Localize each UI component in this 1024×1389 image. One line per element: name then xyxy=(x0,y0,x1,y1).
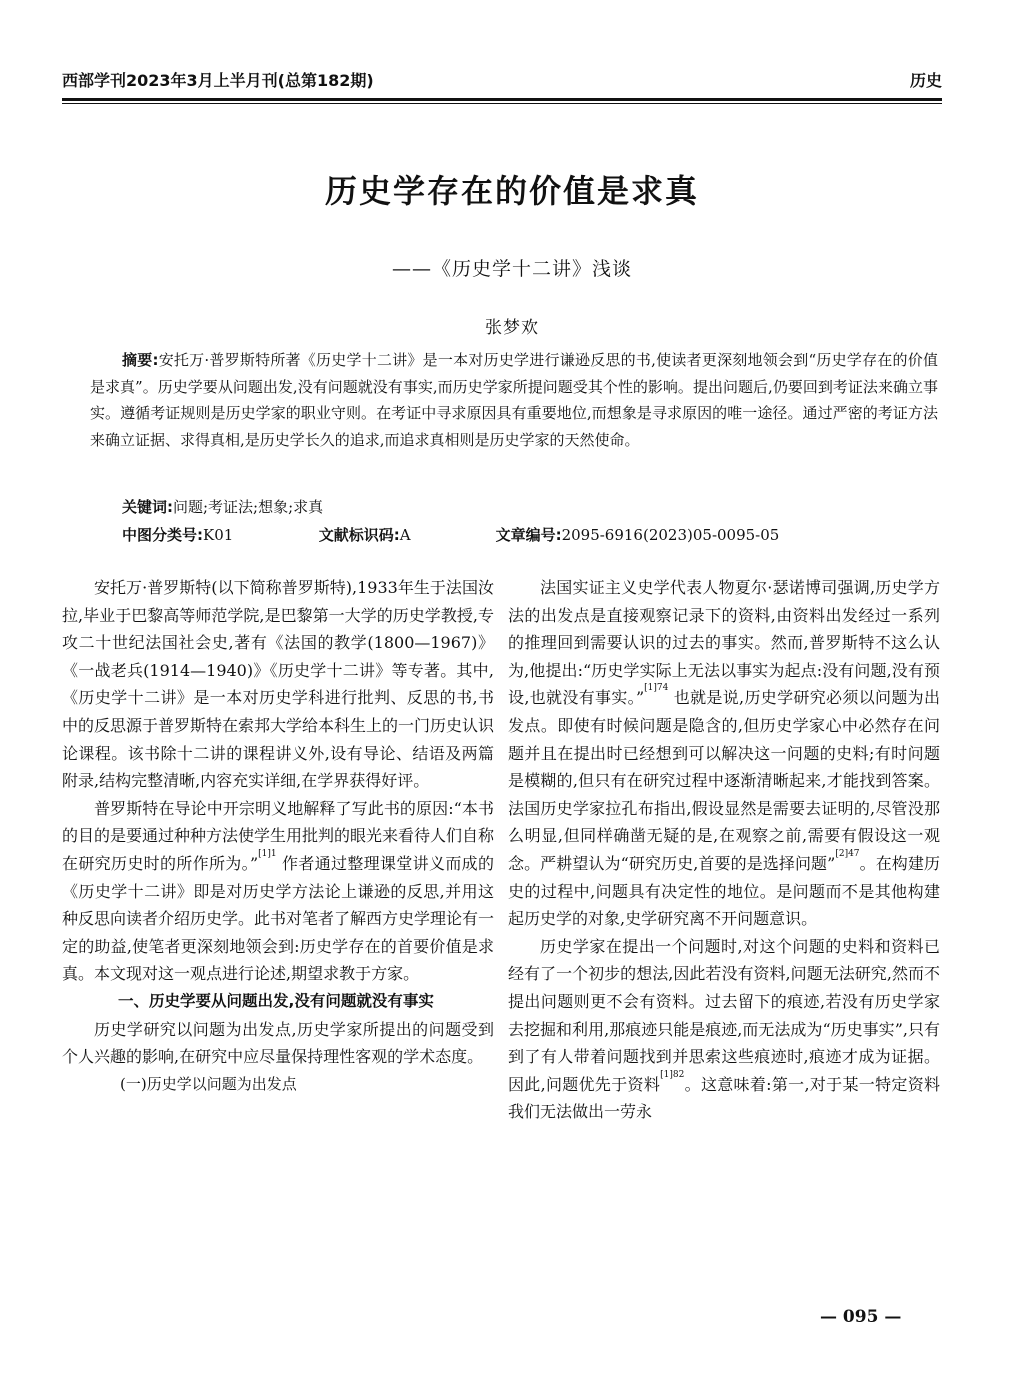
header-rule-thin xyxy=(62,103,942,104)
author-name: 张梦欢 xyxy=(485,318,539,338)
section-heading: 一、历史学要从问题出发,没有问题就没有事实 xyxy=(118,991,434,1010)
citation-ref: [2]47 xyxy=(835,848,860,859)
keywords xyxy=(122,495,323,519)
document-code: 文献标识码:A xyxy=(318,526,411,544)
article-title: 历史学存在的价值是求真 xyxy=(324,172,699,210)
abstract-text: 安托万·普罗斯特所著《历史学十二讲》是一本对历史学进行谦逊反思的书,使读者更深刻地领会到“历史学存在的价值是求真”。历史学要从问题出发,没有问题就没有事实,而历史学家所提问题受其个性的影响。提出问题后,仍要回到考证法来确立事实。遵循考证规则是历史学家的职业守则。在考证中寻求原因具有重要地位,而想象是寻求原因的唯一途径。通过严密的考证方法来确立证据、求得真相,是历史学长久的追求,而追求真相则是历史学家的天然使命。 xyxy=(90,351,938,449)
body-column-right xyxy=(508,574,940,1126)
classification-line xyxy=(122,523,938,547)
article-number: 文章编号:2095-6916(2023)05-0095-05 xyxy=(495,526,780,544)
body-column-left xyxy=(62,574,494,1098)
clc-code: 中图分类号:K01 xyxy=(122,526,234,544)
paragraph: 普罗斯特在导论中开宗明义地解释了写此书的原因:“本书的目的是要通过种种方法使学生用批判的眼光来看待人们自称在研究历史时的所作所为。”$^{[1]1}$ 作者通过整理课堂讲义而成的《历史学十二讲》即是对历史学方法论上谦逊的反思,并用这种反思向读者介绍历史学。此书对笔者了解西方史学理论有一定的助益,使笔者更深刻地领会到:历史学存在的首要价值是求真。本文现对这一观点进行论述,期望求教于方家。 xyxy=(62,798,495,984)
article-subtitle: ——《历史学十二讲》浅谈 xyxy=(391,258,632,280)
subsection-heading: (一)历史学以问题为出发点 xyxy=(120,1074,297,1093)
paragraph: 历史学家在提出一个问题时,对这个问题的史料和资料已经有了一个初步的想法,因此若没有资料,问题无法研究,然而不提出问题则更不会有资料。过去留下的痕迹,若没有历史学家去挖掘和利用,那痕迹只能是痕迹,而无法成为“历史事实”,只有到了有人带着问题找到并思索这些痕迹时,痕迹才成为证据。因此,问题优先于资料$^{[1]82}$。这意味着:第一,对于某一特定资料我们无法做出一劳永 xyxy=(508,936,940,1122)
paragraph: 安托万·普罗斯特(以下简称普罗斯特),1933年生于法国汝拉,毕业于巴黎高等师范学院,是巴黎第一大学的历史学教授,专攻二十世纪法国社会史,著有《法国的教学(1800—1967)》《一战老兵(1914—1940)》《历史学十二讲》等专著。其中,《历史学十二讲》是一本对历史学科进行批判、反思的书,书中的反思源于普罗斯特在索邦大学给本科生上的一门历史认识论课程。该书除十二讲的课程讲义外,设有导论、结语及两篇附录,结构完整清晰,内容充实详细,在学界获得好评。 xyxy=(62,578,495,791)
citation-ref: [1]1 xyxy=(258,848,277,859)
abstract xyxy=(90,347,938,453)
abstract-label: 摘要: xyxy=(122,351,159,369)
paragraph: 法国实证主义史学代表人物夏尔·瑟诺博司强调,历史学方法的出发点是直接观察记录下的资料,由资料出发经过一系列的推理回到需要认识的过去的事实。然而,普罗斯特不这么认为,他提出:“历史学实际上无法以事实为起点:没有问题,没有预设,也就没有事实。”$^{[1]74}$ 也就是说,历史学研究必须以问题为出发点。即使有时候问题是隐含的,但历史学家心中必然存在问题并且在提出时已经想到可以解决这一问题的史料;有时问题是模糊的,但只有在研究过程中逐渐清晰起来,才能找到答案。法国历史学家拉孔布指出,假设显然是需要去证明的,尽管没那么明显,但同样确凿无疑的是,在观察之前,需要有假设这一观念。严耕望认为“研究历史,首要的是选择问题”$^{[2]47}$。在构建历史的过程中,问题具有决定性的地位。是问题而不是其他构建起历史学的对象,史学研究离不开问题意识。 xyxy=(508,578,940,929)
keywords-label: 关键词: xyxy=(122,498,173,516)
header-rule-thick xyxy=(62,98,942,101)
running-header xyxy=(62,68,942,100)
citation-ref: [1]74 xyxy=(644,683,669,694)
page-number: — 095 — xyxy=(820,1307,902,1327)
keywords-text: 问题;考证法;想象;求真 xyxy=(173,498,324,516)
paragraph: 历史学研究以问题为出发点,历史学家所提出的问题受到个人兴趣的影响,在研究中应尽量保持理性客观的学术态度。 xyxy=(62,1019,494,1067)
section-name: 历史 xyxy=(909,71,942,90)
citation-ref: [1]82 xyxy=(660,1069,685,1080)
journal-issue: 西部学刊2023年3月上半月刊(总第182期) xyxy=(62,71,374,90)
